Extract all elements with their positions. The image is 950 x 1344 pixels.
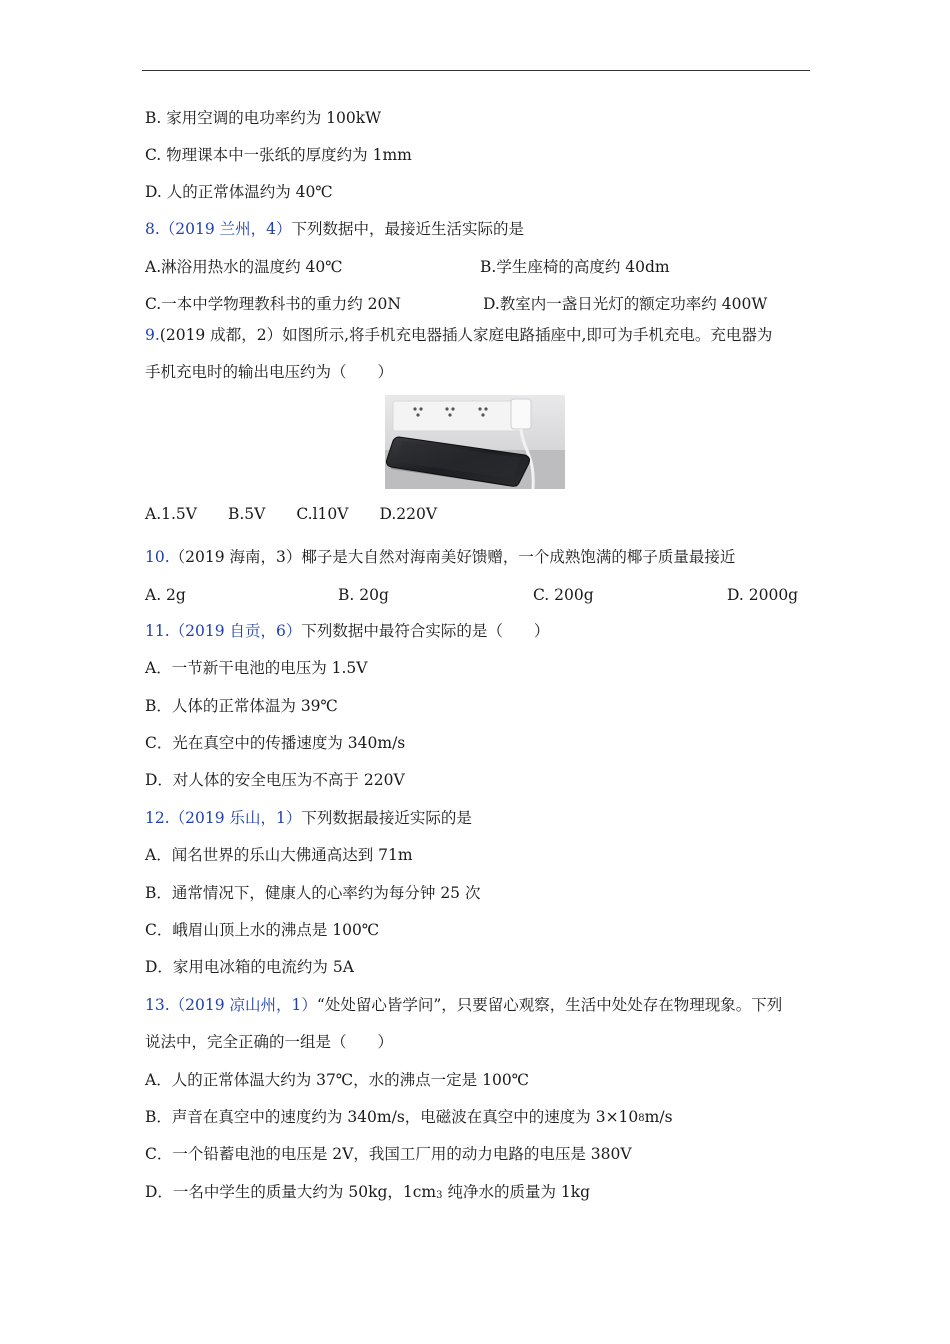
q10-option-d: D. 2000g bbox=[727, 586, 799, 604]
q9-stem: (2019 成都，2）如图所示,将手机充电器插人家庭电路插座中,即可为手机充电。充电器为 bbox=[159, 326, 773, 344]
q13-option-b-exponent: 8 bbox=[638, 1113, 645, 1124]
header-rule bbox=[142, 70, 810, 71]
q13-option-b-unit: m/s bbox=[644, 1108, 673, 1126]
phone-charging-photo bbox=[385, 395, 565, 489]
q13-option-c: C．一个铅蓄电池的电压是 2V，我国工厂用的动力电路的电压是 380V bbox=[145, 1145, 632, 1163]
q11-option-d: D．对人体的安全电压为不高于 220V bbox=[145, 771, 405, 789]
q11-option-a: A．一节新干电池的电压为 1.5V bbox=[145, 659, 368, 677]
q13-option-d bbox=[145, 1182, 590, 1206]
q9-question-line1 bbox=[145, 325, 772, 345]
q10-number: 10. bbox=[145, 548, 170, 566]
q11-stem: 下列数据中最符合实际的是（ ） bbox=[301, 622, 550, 640]
q12-option-a: A．闻名世界的乐山大佛通高达到 71m bbox=[145, 846, 413, 864]
q8-option-b: B.学生座椅的高度约 40dm bbox=[480, 258, 670, 276]
q12-option-b: B．通常情况下，健康人的心率约为每分钟 25 次 bbox=[145, 884, 481, 902]
q8-option-d: D.教室内一盏日光灯的额定功率约 400W bbox=[483, 295, 768, 313]
q12-source: 12.（2019 乐山，1） bbox=[145, 809, 302, 827]
q8-stem: 下列数据中，最接近生活实际的是 bbox=[291, 220, 525, 238]
q13-option-d-exponent: 3 bbox=[436, 1190, 443, 1201]
q13-option-d-tail: 纯净水的质量为 1kg bbox=[442, 1183, 591, 1201]
q13-source: 13.（2019 凉山州，1） bbox=[145, 996, 317, 1014]
q10-option-c: C. 200g bbox=[533, 586, 594, 604]
q12-option-c: C．峨眉山顶上水的沸点是 100℃ bbox=[145, 921, 380, 939]
q9-question-line2: 手机充电时的输出电压约为（ ） bbox=[145, 363, 394, 381]
q7-option-b: B. 家用空调的电功率约为 100kW bbox=[145, 109, 382, 127]
q7-option-d: D. 人的正常体温约为 40℃ bbox=[145, 183, 333, 201]
q11-question bbox=[145, 621, 549, 641]
q10-stem: （2019 海南，3）椰子是大自然对海南美好馈赠，一个成熟饱满的椰子质量最接近 bbox=[169, 548, 736, 566]
q12-question bbox=[145, 808, 472, 828]
q9-number: 9. bbox=[145, 326, 160, 344]
q12-stem: 下列数据最接近实际的是 bbox=[301, 809, 472, 827]
q8-option-c: C.一本中学物理教科书的重力约 20N bbox=[145, 295, 401, 313]
q13-option-d-text: D．一名中学生的质量大约为 50kg，1cm bbox=[145, 1183, 437, 1201]
q10-question bbox=[145, 547, 735, 567]
q8-option-a: A.淋浴用热水的温度约 40℃ bbox=[145, 258, 343, 276]
q10-option-a: A. 2g bbox=[145, 586, 186, 604]
q11-option-b: B．人体的正常体温为 39℃ bbox=[145, 697, 338, 715]
q10-option-b: B. 20g bbox=[338, 586, 389, 604]
q9-options: A.1.5V B.5V C.l10V D.220V bbox=[145, 505, 438, 523]
q13-question-line2: 说法中，完全正确的一组是（ ） bbox=[145, 1033, 394, 1051]
q8-question bbox=[145, 219, 524, 239]
q12-option-d: D．家用电冰箱的电流约为 5A bbox=[145, 958, 354, 976]
q13-option-b bbox=[145, 1107, 673, 1129]
q13-question-line1 bbox=[145, 995, 782, 1015]
q11-option-c: C．光在真空中的传播速度为 340m/s bbox=[145, 734, 406, 752]
q13-option-b-text: B．声音在真空中的速度约为 340m/s，电磁波在真空中的速度为 3×10 bbox=[145, 1108, 639, 1126]
q11-source: 11.（2019 自贡，6） bbox=[145, 622, 302, 640]
q8-source: 8.（2019 兰州，4） bbox=[145, 220, 292, 238]
q13-stem: “处处留心皆学问”，只要留心观察，生活中处处存在物理现象。下列 bbox=[316, 996, 783, 1014]
q13-option-a: A．人的正常体温大约为 37℃，水的沸点一定是 100℃ bbox=[145, 1071, 530, 1089]
q7-option-c: C. 物理课本中一张纸的厚度约为 1mm bbox=[145, 146, 412, 164]
